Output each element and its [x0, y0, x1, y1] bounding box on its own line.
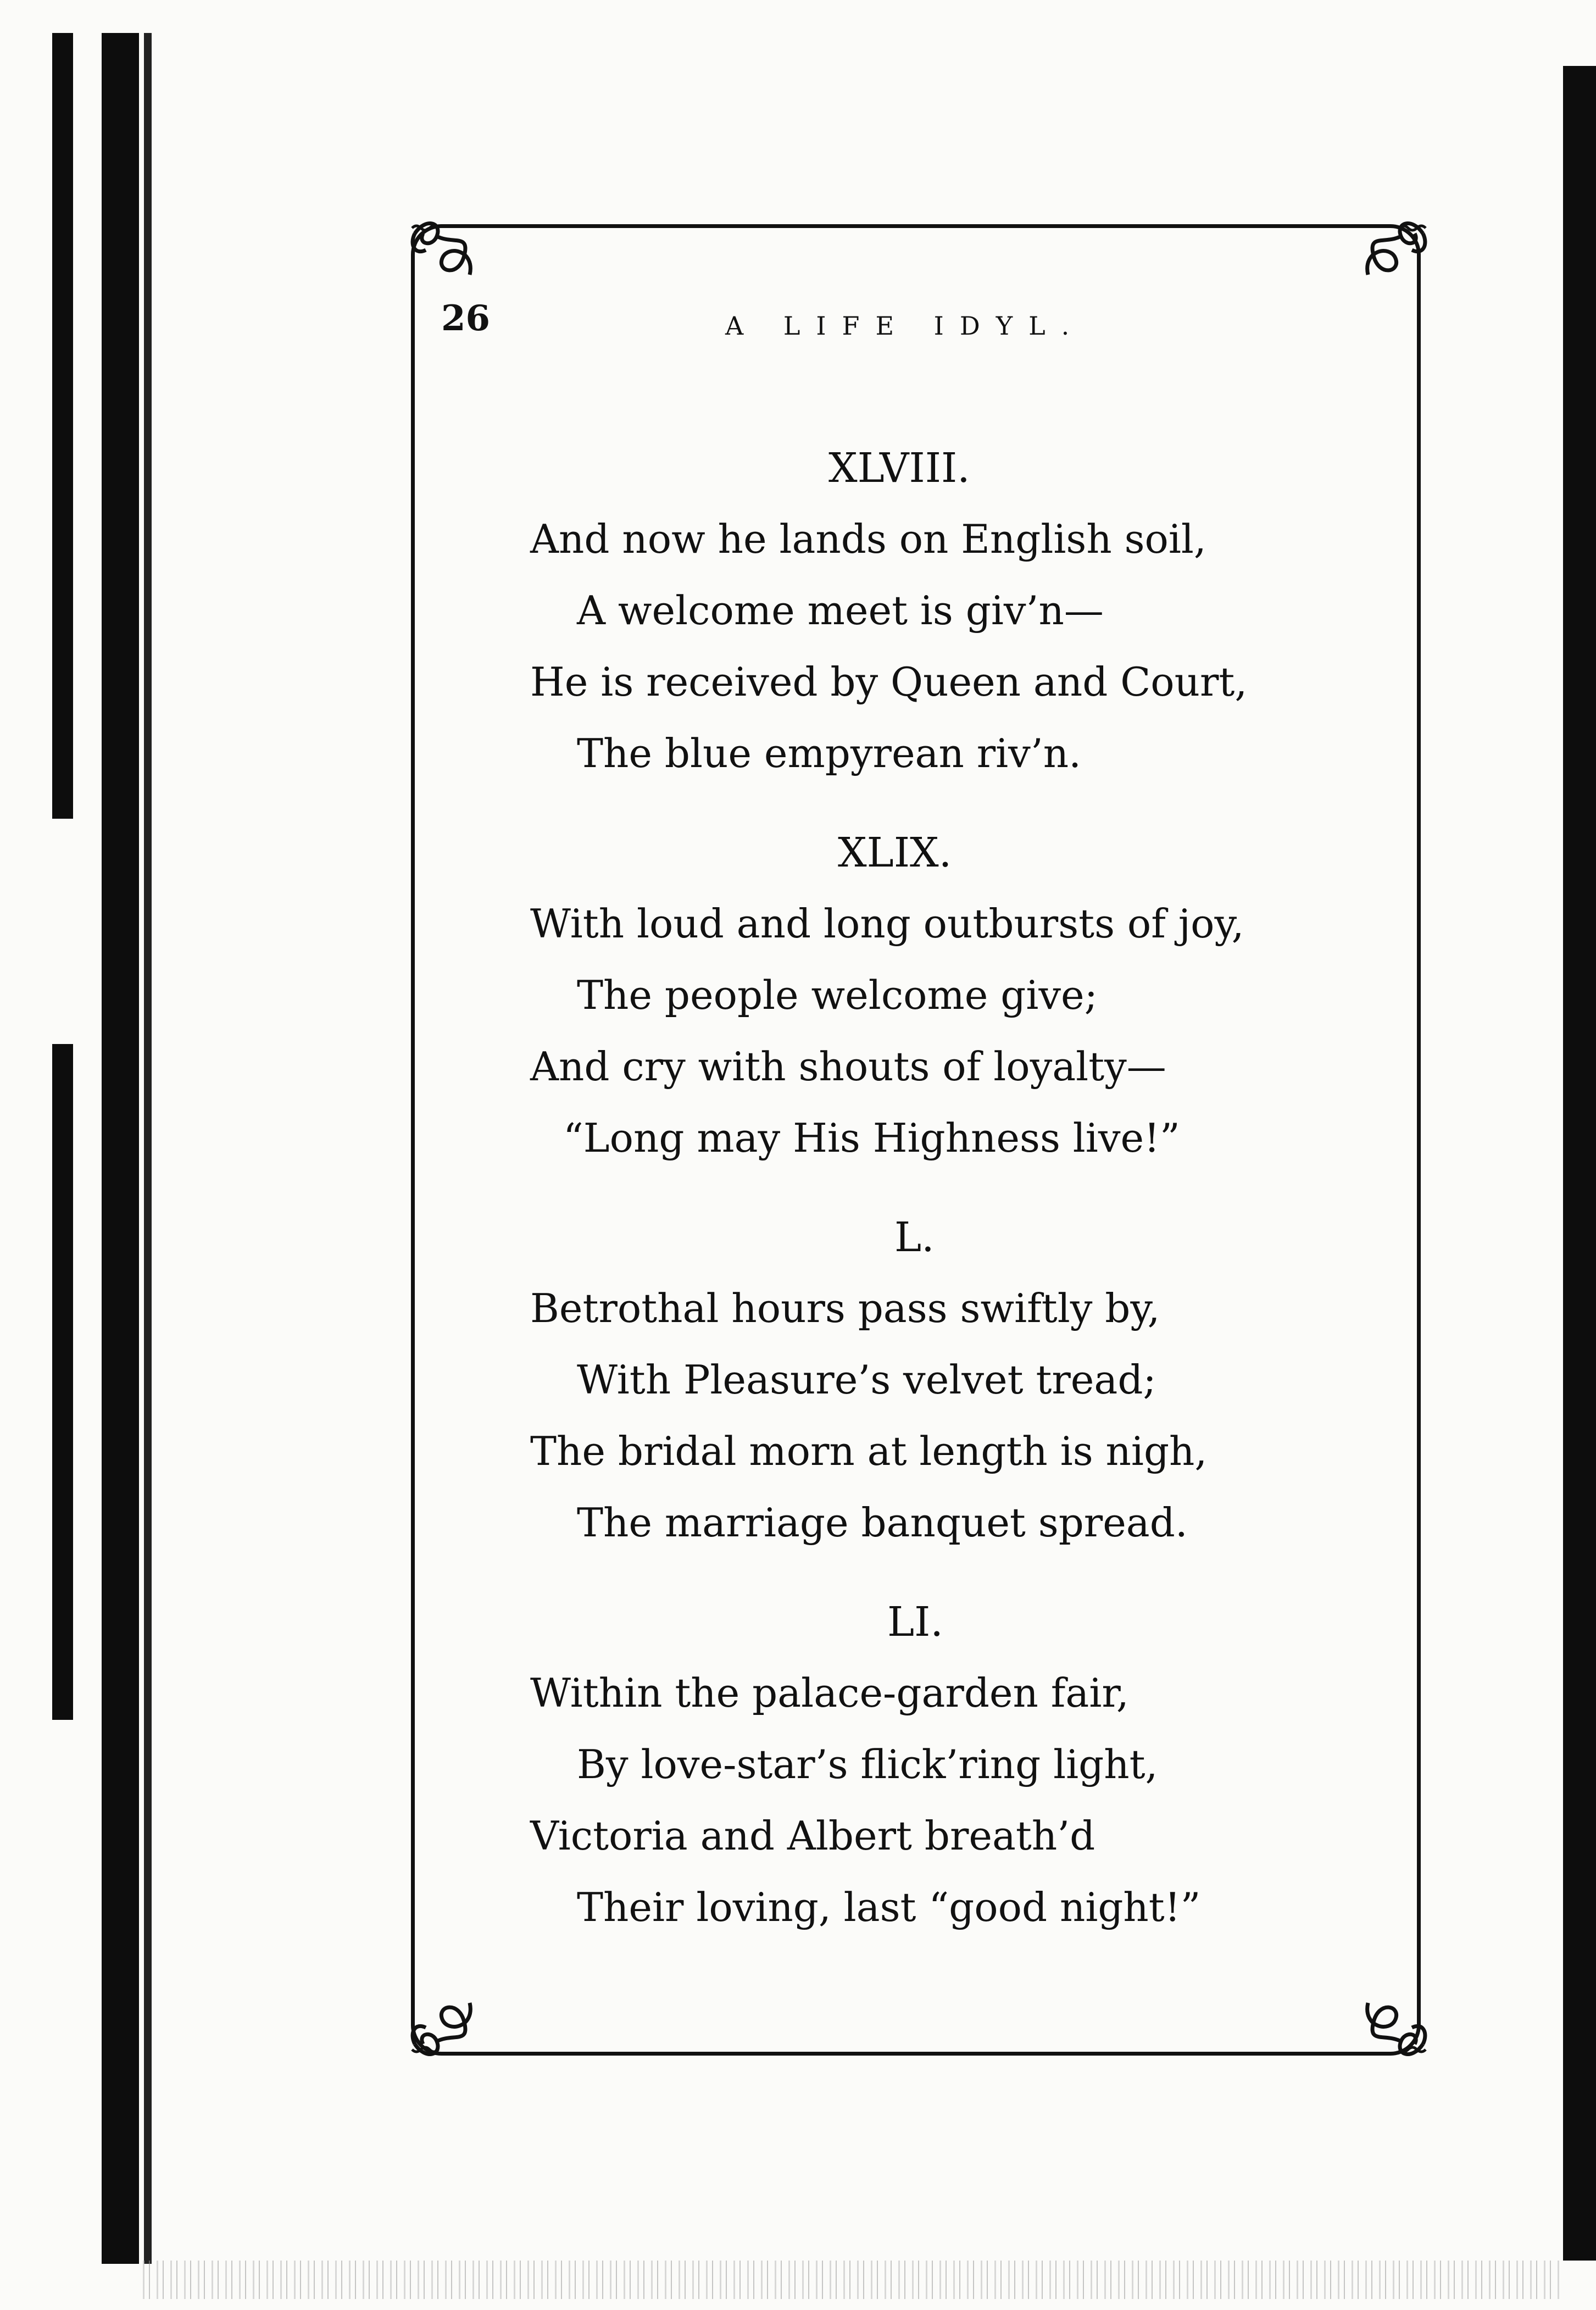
verse-line: A welcome meet is giv’n— [577, 587, 1104, 634]
verse-line: The blue empyrean riv’n. [577, 730, 1081, 776]
stanza-numeral: L. [894, 1214, 935, 1261]
verse-line: The people welcome give; [577, 972, 1098, 1018]
page-number: 26 [441, 298, 491, 339]
scroll-flourish-icon [1330, 1962, 1434, 2066]
running-head: A LIFE IDYL. [725, 311, 1086, 341]
verse-line: With Pleasure’s velvet tread; [577, 1357, 1156, 1403]
binding-edge-left-lower [52, 1044, 73, 1720]
verse-line: He is received by Queen and Court, [530, 659, 1248, 705]
verse-line: The marriage banquet spread. [577, 1500, 1188, 1546]
verse-line: With loud and long outbursts of joy, [530, 901, 1244, 947]
scroll-flourish-icon [404, 1962, 508, 2066]
verse-line: Betrothal hours pass swiftly by, [530, 1285, 1160, 1331]
scroll-flourish-icon [1330, 212, 1434, 316]
verse-line: Their loving, last “good night!” [577, 1884, 1201, 1930]
stanza-numeral: XLVIII. [828, 445, 970, 492]
binding-line-left [144, 33, 152, 2264]
binding-shadow-left [102, 33, 139, 2264]
verse-line: By love-star’s flick’ring light, [577, 1741, 1158, 1787]
stanza-numeral: LI. [887, 1598, 943, 1646]
binding-edge-left [52, 33, 73, 819]
verse-line: And cry with shouts of loyalty— [530, 1043, 1166, 1090]
stanza-numeral: XLIX. [838, 829, 952, 876]
verse-line: Within the palace-garden fair, [530, 1670, 1129, 1716]
verse-line: Victoria and Albert breath’d [530, 1813, 1095, 1859]
verse-line: And now he lands on English soil, [530, 516, 1206, 562]
verse-line: The bridal morn at length is nigh, [530, 1428, 1208, 1474]
binding-edge-right [1563, 66, 1596, 2261]
page-bottom-speckle [143, 2261, 1563, 2299]
verse-line: “Long may His Highness live!” [563, 1115, 1180, 1161]
